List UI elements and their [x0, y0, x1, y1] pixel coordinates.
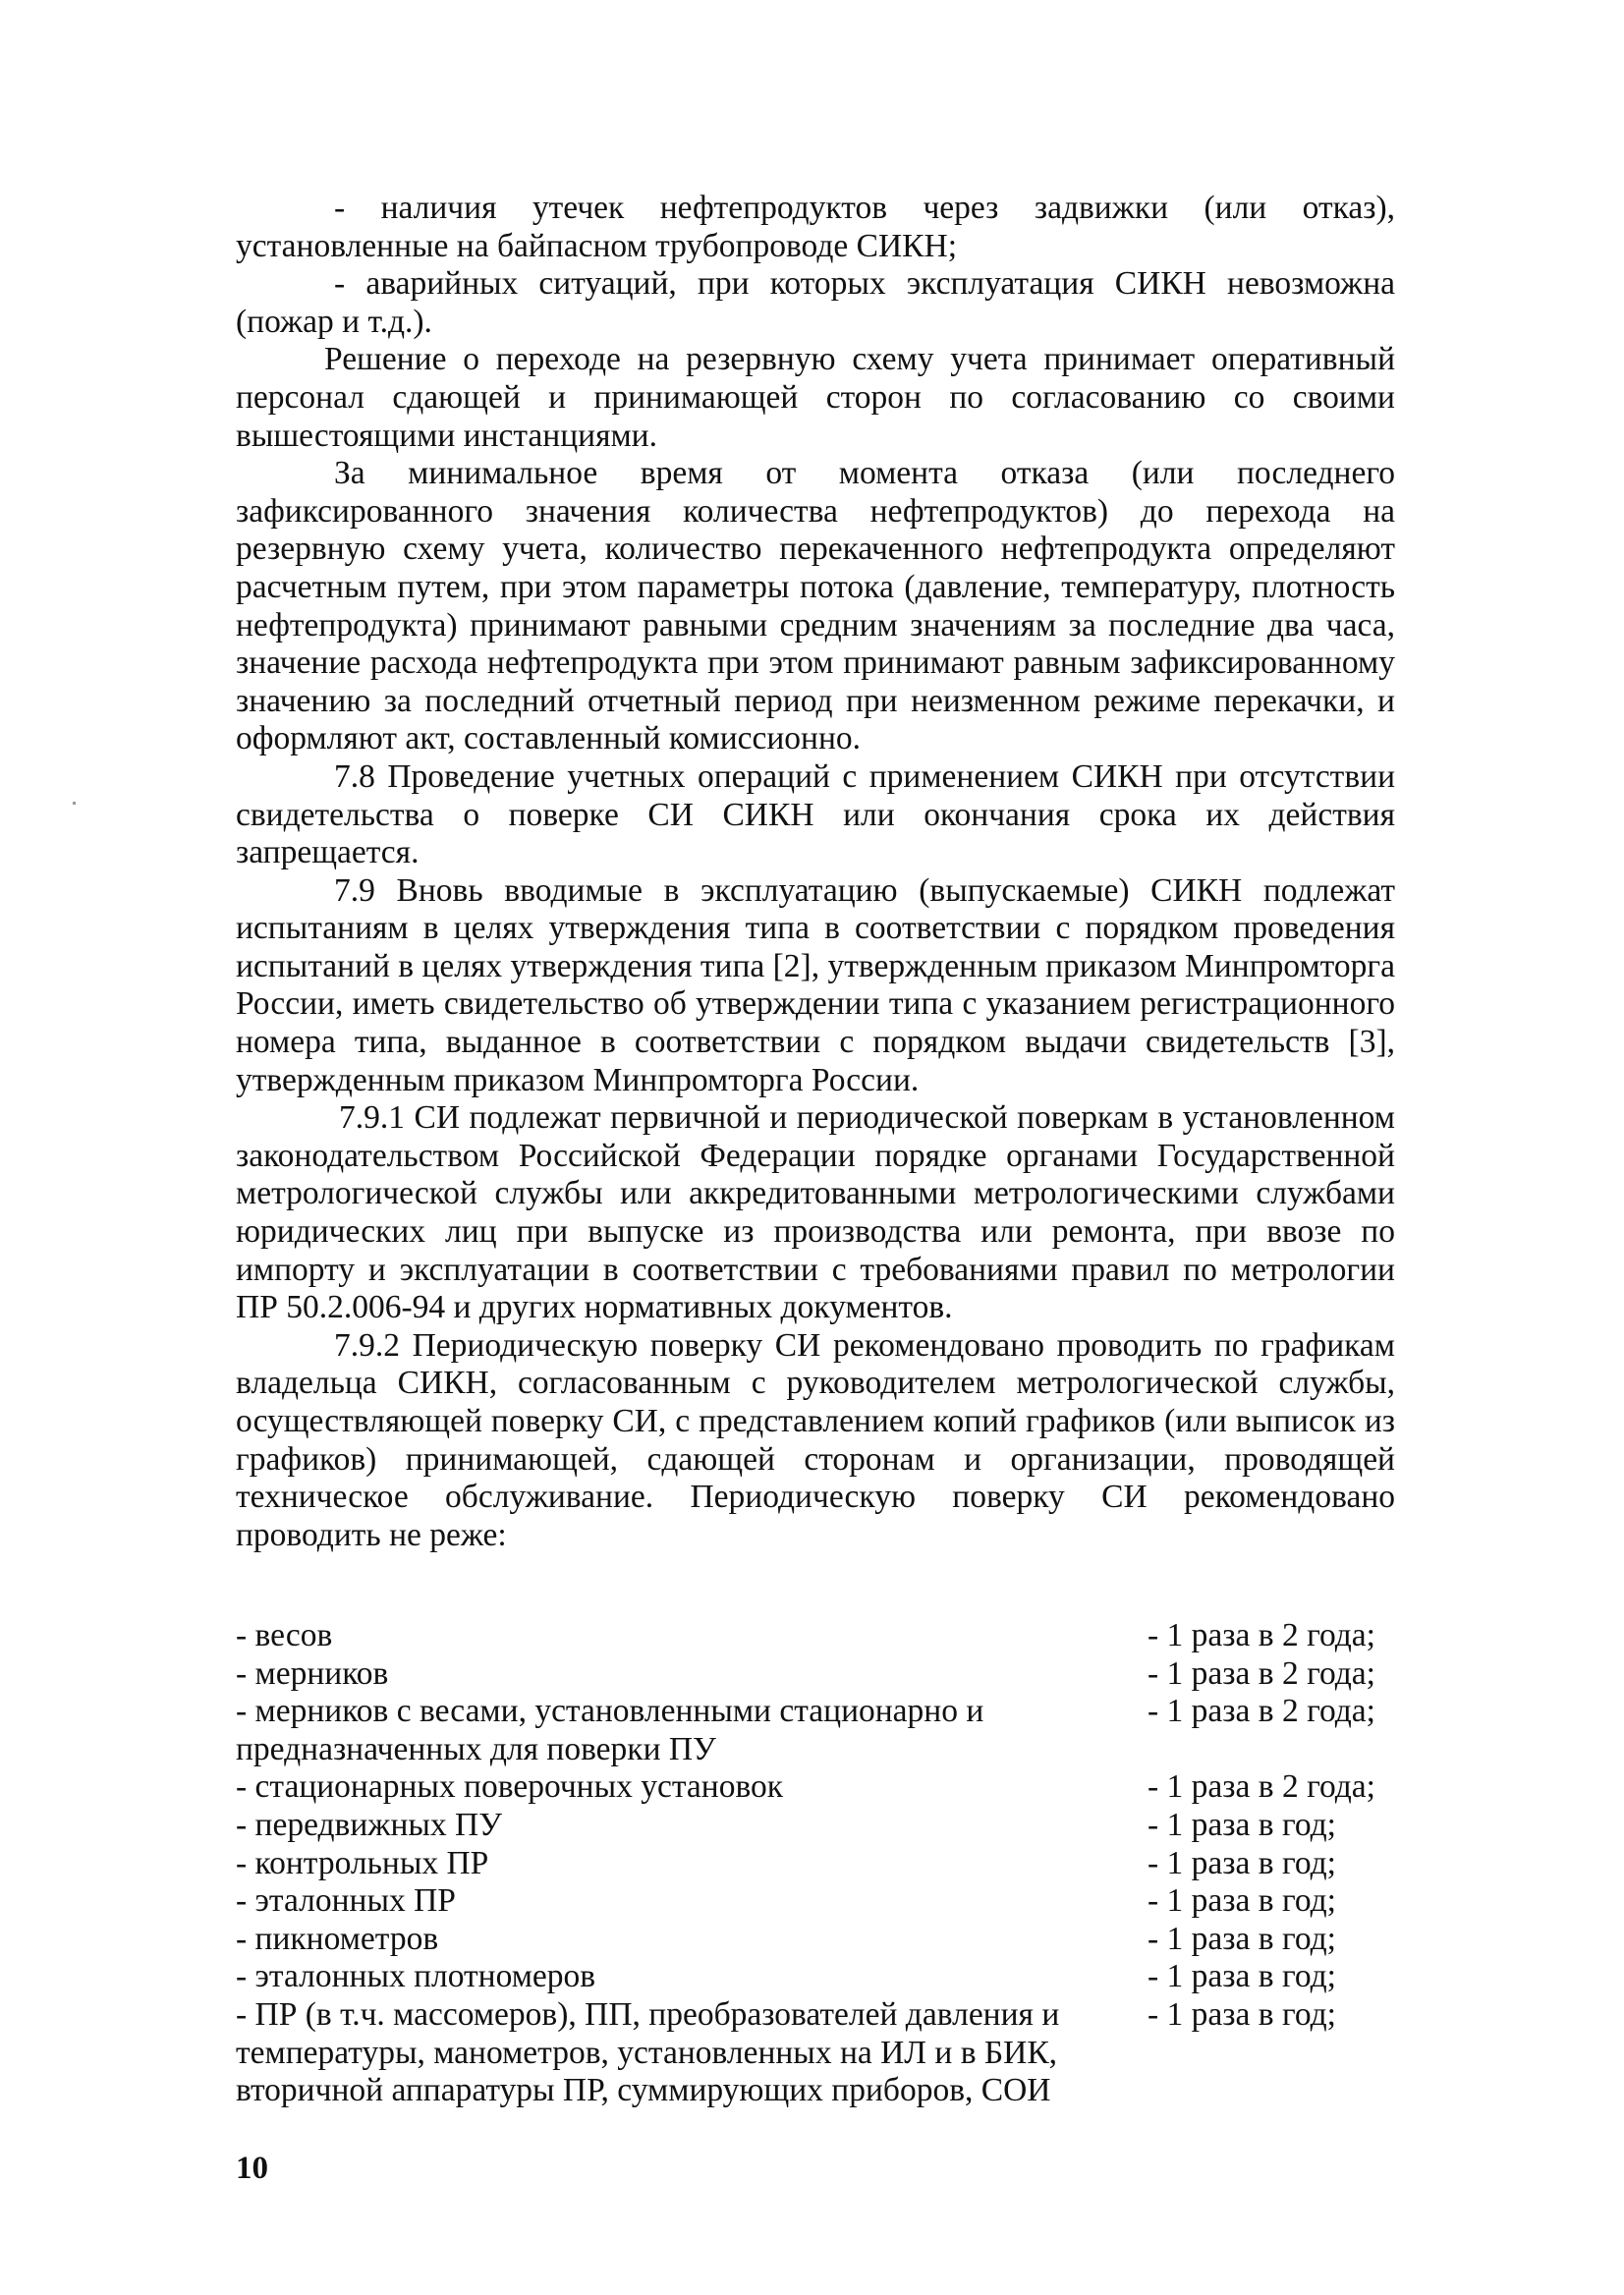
schedule-item-label: - пикнометров: [236, 1920, 439, 1957]
schedule-item-label: - весов: [236, 1617, 333, 1653]
paragraph-7-9-1: 7.9.1 СИ подлежат первичной и периодической поверкам в установленном законодательством Российской Федерации порядке органами Государственной метрологической службы или аккредитованными метрологическими службами юридических лиц при выпуске из производства или ремонта, при ввозе по импорту и эксплуатации в соответствии с требованиями правил по метрологии ПР 50.2.006-94 и других нормативных документов.: [236, 1099, 1395, 1326]
schedule-item-frequency: - 1 раза в год;: [1148, 1844, 1336, 1881]
schedule-item-label: - контрольных ПР: [236, 1844, 489, 1881]
list-item: [236, 1693, 1454, 1768]
schedule-item-frequency: - 1 раза в год;: [1148, 1806, 1336, 1843]
list-item: [236, 1768, 1454, 1807]
schedule-item-frequency: - 1 раза в год;: [1148, 1958, 1336, 1995]
list-item: [236, 1617, 1454, 1655]
schedule-item-frequency: - 1 раза в 2 года;: [1148, 1693, 1375, 1730]
schedule-item-frequency: - 1 раза в 2 года;: [1148, 1768, 1375, 1806]
schedule-item-label: - стационарных поверочных установок: [236, 1768, 784, 1806]
schedule-item-label: - мерников: [236, 1654, 389, 1692]
schedule-item-label: - эталонных ПР: [236, 1882, 456, 1920]
list-item: [236, 1958, 1454, 1996]
schedule-item-frequency: - 1 раза в 2 года;: [1148, 1617, 1375, 1653]
list-item: [236, 1996, 1454, 2110]
paragraph-7-9: 7.9 Вновь вводимые в эксплуатацию (выпускаемые) СИКН подлежат испытаниям в целях утверждения типа в соответствии с порядком проведения испытаний в целях утверждения типа [2], утвержденным приказом Минпромторга России, иметь свидетельство об утверждении типа с указанием регистрационного номера типа, выданное в соответствии с порядком выдачи свидетельств [3], утвержденным приказом Минпромторга России.: [236, 871, 1395, 1098]
paragraph-7-8: 7.8 Проведение учетных операций с применением СИКН при отсутствии свидетельства о поверке СИ СИКН или окончания срока их действия запрещается.: [236, 757, 1395, 871]
body-text: [236, 190, 1395, 1554]
paragraph-emergency-condition: - аварийных ситуаций, при которых эксплуатация СИКН невозможна (пожар и т.д.).: [236, 265, 1395, 340]
paragraph-7-9-2: 7.9.2 Периодическую поверку СИ рекомендовано проводить по графикам владельца СИКН, согласованным с руководителем метрологической службы, осуществляющей поверку СИ, с представлением копий графиков (или выписок из графиков) принимающей, сдающей сторонам и организации, проводящей техническое обслуживание. Периодическую поверку СИ рекомендовано проводить не реже:: [236, 1326, 1395, 1553]
verification-schedule-list: [236, 1617, 1454, 2110]
schedule-item-label: - ПР (в т.ч. массомеров), ПП, преобразователей давления и температуры, манометров, установленных на ИЛ и в БИК, вторичной аппаратуры ПР, суммирующих приборов, СОИ: [236, 1995, 1060, 2109]
paragraph-leak-condition: - наличия утечек нефтепродуктов через задвижки (или отказ), установленные на байпасном трубопроводе СИКН;: [236, 190, 1395, 264]
schedule-item-frequency: - 1 раза в год;: [1148, 1882, 1336, 1920]
list-item: [236, 1655, 1454, 1694]
list-item: [236, 1882, 1454, 1921]
list-item: [236, 1807, 1454, 1845]
list-item: [236, 1921, 1454, 1959]
schedule-item-frequency: - 1 раза в 2 года;: [1148, 1654, 1375, 1692]
page-number: 10: [236, 2151, 268, 2186]
schedule-item-label: - мерников с весами, установленными стационарно и предназначенных для поверки ПУ: [236, 1693, 984, 1767]
schedule-item-frequency: - 1 раза в год;: [1148, 1995, 1336, 2033]
paragraph-calculation-method: За минимальное время от момента отказа (или последнего зафиксированного значения количества нефтепродуктов) до перехода на резервную схему учета, количество перекаченного нефтепродукта определяют расчетным путем, при этом параметры потока (давление, температуру, плотность нефтепродукта) принимают равными средним значениям за последние два часа, значение расхода нефтепродукта при этом принимают равным зафиксированному значению за последний отчетный период при неизменном режиме перекачки, и оформляют акт, составленный комиссионно.: [236, 455, 1395, 757]
schedule-item-label: - передвижных ПУ: [236, 1806, 502, 1843]
list-item: [236, 1845, 1454, 1883]
scan-speck: [73, 802, 76, 805]
paragraph-backup-decision: Решение о переходе на резервную схему учета принимает оперативный персонал сдающей и принимающей сторон по согласованию со своими вышестоящими инстанциями.: [236, 341, 1395, 454]
schedule-item-frequency: - 1 раза в год;: [1148, 1920, 1336, 1957]
schedule-item-label: - эталонных плотномеров: [236, 1958, 596, 1995]
